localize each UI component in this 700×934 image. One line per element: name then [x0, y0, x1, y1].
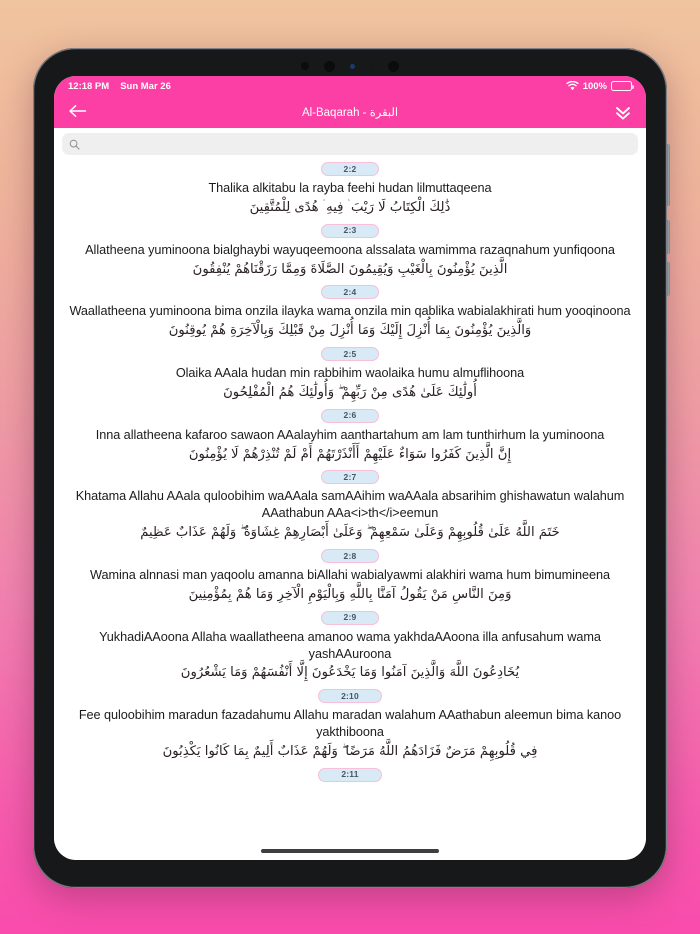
volume-up-button[interactable]	[667, 220, 671, 254]
verse-transliteration: YukhadiAAoona Allaha waallatheena amanoo wama yakhdaAAoona illa anfusahum wama yashAAuroona	[99, 629, 601, 661]
verse-block[interactable]	[62, 488, 638, 546]
search-field[interactable]	[62, 133, 638, 155]
status-bar-right	[566, 81, 632, 92]
ayah-reference-badge[interactable]: 2:4	[321, 285, 380, 299]
status-date: Sun Mar 26	[120, 80, 171, 92]
search-input[interactable]	[85, 138, 631, 150]
status-time: 12:18 PM	[68, 80, 110, 92]
verse-block[interactable]	[62, 180, 638, 221]
wifi-icon	[566, 81, 579, 91]
back-button[interactable]	[68, 103, 87, 121]
verse-list[interactable]	[54, 159, 646, 842]
ayah-badge-row	[62, 285, 638, 299]
status-bar	[54, 76, 646, 96]
verse-arabic: فِي قُلُوبِهِمْ مَرَضٌ فَزَادَهُمُ اللَّهُ مَرَضًا ۖ وَلَهُمْ عَذَابٌ أَلِيمٌ بِمَا كَانُوا يَكْذِبُونَ	[162, 744, 538, 760]
search-bar-container	[54, 128, 646, 159]
ayah-reference-badge[interactable]: 2:8	[321, 549, 380, 563]
ayah-badge-row	[62, 768, 638, 782]
verse-block[interactable]	[62, 242, 638, 283]
verse-block[interactable]	[62, 707, 638, 765]
verse-block[interactable]	[62, 629, 638, 687]
ir-sensor-icon	[350, 64, 355, 69]
tablet-device-frame	[33, 48, 667, 888]
ayah-badge-row	[62, 611, 638, 625]
battery-percent-label: 100%	[582, 80, 607, 92]
arrow-left-icon	[68, 104, 87, 118]
ayah-badge-row	[62, 224, 638, 238]
ayah-badge-row	[62, 689, 638, 703]
verse-transliteration: Inna allatheena kafaroo sawaon AAalayhim aanthartahum am lam tunthirhum la yuminoona	[95, 427, 605, 442]
ayah-badge-row	[62, 347, 638, 361]
verse-arabic: وَمِنَ النَّاسِ مَنْ يَقُولُ آمَنَّا بِاللَّهِ وَبِالْيَوْمِ الْآخِرِ وَمَا هُمْ بِمُؤْمِنِينَ	[188, 586, 512, 602]
navigation-bar	[54, 96, 646, 128]
camera-lens-2-icon	[388, 61, 399, 72]
verse-transliteration: Fee quloobihim maradun fazadahumu Allahu maradan walahum AAathabun aleemun bima kanoo yakthiboona	[78, 708, 622, 740]
verse-transliteration: Wamina alnnasi man yaqoolu amanna biAllahi wabialyawmi alakhiri wama hum bimumineena	[89, 568, 610, 583]
front-camera-sensor-array	[275, 59, 425, 73]
verse-arabic: وَالَّذِينَ يُؤْمِنُونَ بِمَا أُنْزِلَ إِلَيْكَ وَمَا أُنْزِلَ مِنْ قَبْلِكَ وَبِالْآخِرَةِ هُمْ يُوقِنُونَ	[168, 323, 532, 339]
ambient-light-sensor-icon	[370, 65, 373, 68]
camera-sensor-icon	[301, 62, 309, 70]
verse-arabic: إِنَّ الَّذِينَ كَفَرُوا سَوَاءٌ عَلَيْهِمْ أَأَنْذَرْتَهُمْ أَمْ لَمْ تُنْذِرْهُمْ لَا يُؤْمِنُونَ	[188, 446, 512, 462]
verse-arabic: الَّذِينَ يُؤْمِنُونَ بِالْغَيْبِ وَيُقِيمُونَ الصَّلَاةَ وَمِمَّا رَزَقْنَاهُمْ يُنْفِقُونَ	[192, 261, 508, 277]
ayah-badge-row	[62, 409, 638, 423]
verse-transliteration: Olaika AAala hudan min rabbihim waolaika humu almuflihoona	[175, 366, 525, 381]
status-bar-left	[68, 81, 171, 92]
ayah-badge-row	[62, 470, 638, 484]
verse-arabic: ذَٰلِكَ الْكِتَابُ لَا رَيْبَ ۛ فِيهِ ۛ هُدًى لِلْمُتَّقِينَ	[249, 199, 451, 215]
verse-arabic: يُخَادِعُونَ اللَّهَ وَالَّذِينَ آمَنُوا وَمَا يَخْدَعُونَ إِلَّا أَنْفُسَهُمْ وَمَا يَشْعُرُونَ	[180, 665, 520, 681]
chevron-double-down-icon	[614, 104, 632, 121]
camera-lens-icon	[324, 61, 335, 72]
verse-arabic: خَتَمَ اللَّهُ عَلَىٰ قُلُوبِهِمْ وَعَلَىٰ سَمْعِهِمْ ۖ وَعَلَىٰ أَبْصَارِهِمْ غِشَاوَةٌ ۖ وَلَهُمْ عَذَابٌ عَظِيمٌ	[140, 525, 560, 541]
ayah-reference-badge[interactable]: 2:6	[321, 409, 380, 423]
verse-transliteration: Allatheena yuminoona bialghaybi wayuqeemoona alssalata wamimma razaqnahum yunfiqoona	[85, 242, 615, 257]
verse-transliteration: Khatama Allahu AAala quloobihim waAAala samAAihim waAAala absarihim ghishawatun walahum AAathabun AAa<i>th</i>eemun	[75, 489, 625, 521]
home-indicator-area	[54, 842, 646, 860]
verse-block[interactable]	[62, 365, 638, 406]
verse-block[interactable]	[62, 303, 638, 344]
ayah-badge-row	[62, 162, 638, 176]
verse-block[interactable]	[62, 427, 638, 468]
expand-surah-list-button[interactable]	[614, 104, 632, 121]
ayah-reference-badge[interactable]: 2:3	[321, 224, 380, 238]
tablet-screen	[54, 76, 646, 860]
verse-arabic: أُولَٰئِكَ عَلَىٰ هُدًى مِنْ رَبِّهِمْ ۖ وَأُولَٰئِكَ هُمُ الْمُفْلِحُونَ	[223, 384, 477, 400]
search-icon	[69, 139, 80, 150]
ayah-reference-badge[interactable]: 2:11	[318, 768, 381, 782]
battery-full-icon	[611, 81, 632, 91]
volume-down-button[interactable]	[667, 262, 671, 296]
ayah-reference-badge[interactable]: 2:7	[321, 470, 380, 484]
verse-transliteration: Thalika alkitabu la rayba feehi hudan lilmuttaqeena	[208, 181, 492, 195]
home-indicator[interactable]	[261, 849, 439, 853]
ayah-reference-badge[interactable]: 2:2	[321, 162, 380, 176]
page-title: Al-Baqarah - البقرة	[301, 107, 399, 119]
verse-block[interactable]	[62, 567, 638, 608]
verse-transliteration: Waallatheena yuminoona bima onzila ilayka wama onzila min qablika wabialakhirati hum yooqinoona	[69, 304, 631, 319]
power-button[interactable]	[667, 144, 671, 206]
ayah-reference-badge[interactable]: 2:5	[321, 347, 380, 361]
ayah-reference-badge[interactable]: 2:9	[321, 611, 380, 625]
ayah-badge-row	[62, 549, 638, 563]
ayah-reference-badge[interactable]: 2:10	[318, 689, 382, 703]
